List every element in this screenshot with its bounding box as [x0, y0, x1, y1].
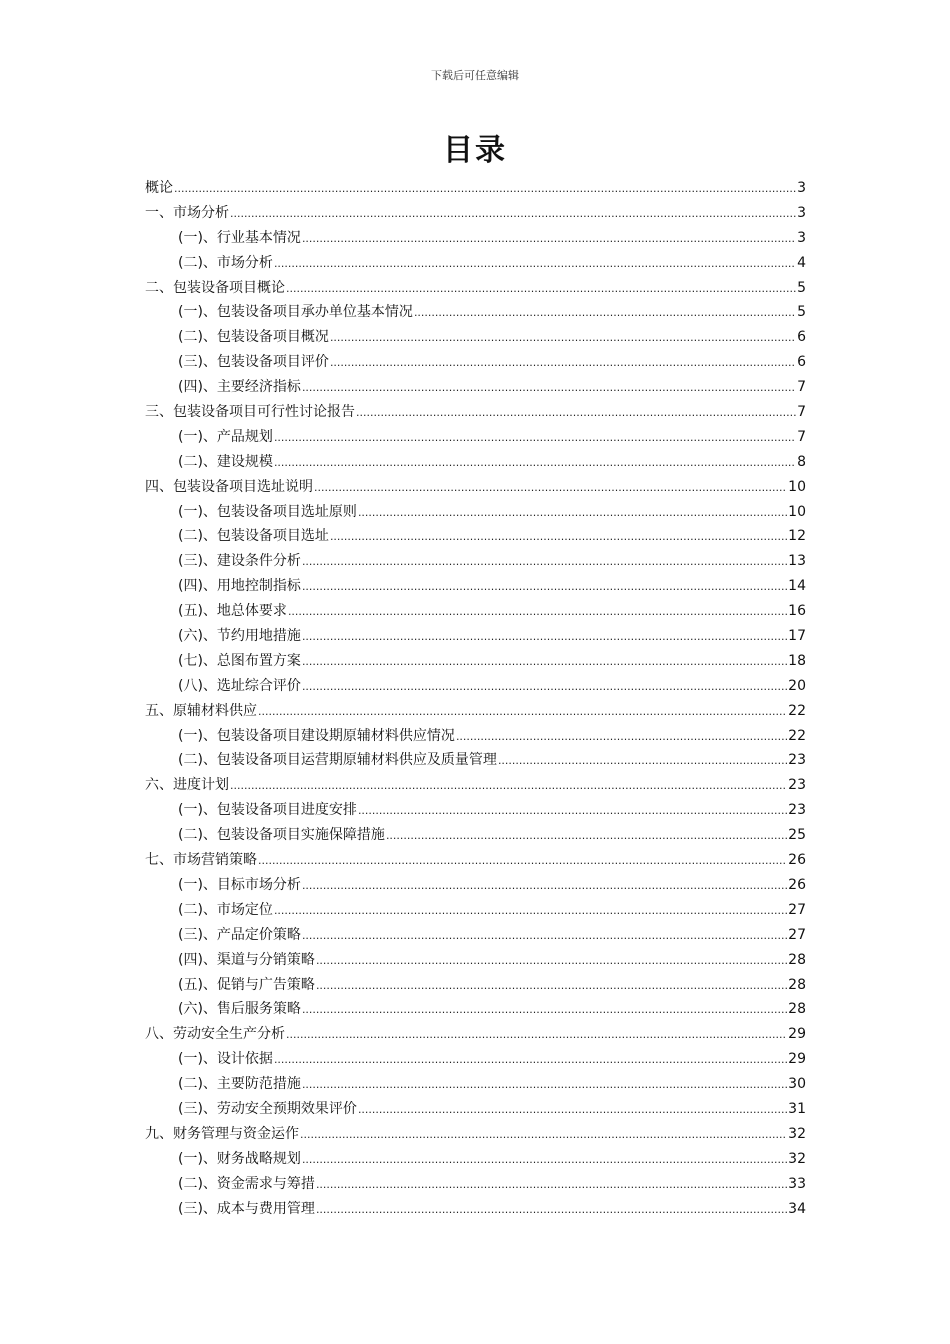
toc-entry-label: (二)、资金需求与筹措: [178, 1175, 315, 1192]
toc-dot-leader: [274, 426, 796, 451]
toc-entry-page-number: 26: [788, 852, 806, 869]
toc-dot-leader: [286, 1023, 787, 1048]
toc-entry[interactable]: [145, 1047, 806, 1072]
toc-entry-page-number: 12: [788, 528, 806, 545]
toc-entry[interactable]: [145, 674, 806, 699]
toc-dot-leader: [302, 650, 787, 675]
toc-entry-label: (六)、售后服务策略: [178, 1001, 301, 1018]
toc-dot-leader: [386, 824, 787, 849]
toc-entry-page-number: 25: [788, 827, 806, 844]
toc-entry-label: (八)、选址综合评价: [178, 677, 301, 694]
toc-entry-label: 七、市场营销策略: [145, 852, 257, 869]
toc-dot-leader: [274, 899, 787, 924]
toc-entry-page-number: 32: [788, 1150, 806, 1167]
toc-entry-label: (二)、建设规模: [178, 453, 273, 470]
toc-dot-leader: [230, 774, 787, 799]
toc-dot-leader: [302, 1148, 787, 1173]
toc-entry[interactable]: [145, 973, 806, 998]
toc-entry-page-number: 23: [788, 752, 806, 769]
toc-entry-label: (四)、渠道与分销策略: [178, 951, 315, 968]
toc-entry[interactable]: [145, 923, 806, 948]
toc-entry-label: (五)、促销与广告策略: [178, 976, 315, 993]
toc-entry[interactable]: [145, 1122, 806, 1147]
toc-dot-leader: [302, 924, 787, 949]
toc-entry-page-number: 22: [788, 727, 806, 744]
toc-dot-leader: [316, 1173, 787, 1198]
toc-entry[interactable]: [145, 325, 806, 350]
toc-dot-leader: [358, 1098, 787, 1123]
toc-entry-label: (四)、主要经济指标: [178, 379, 301, 396]
toc-entry-page-number: 6: [797, 354, 806, 371]
toc-entry[interactable]: [145, 251, 806, 276]
toc-entry-page-number: 7: [797, 428, 806, 445]
toc-entry[interactable]: [145, 948, 806, 973]
toc-dot-leader: [174, 177, 796, 202]
toc-entry-label: (五)、地总体要求: [178, 603, 287, 620]
toc-entry-label: 六、进度计划: [145, 777, 229, 794]
toc-entry[interactable]: [145, 1072, 806, 1097]
toc-entry-page-number: 27: [788, 926, 806, 943]
table-of-contents: [145, 176, 806, 1221]
toc-dot-leader: [302, 1073, 787, 1098]
toc-dot-leader: [316, 1198, 787, 1223]
toc-entry-page-number: 28: [788, 1001, 806, 1018]
toc-dot-leader: [302, 874, 787, 899]
toc-entry-label: 二、包装设备项目概论: [145, 279, 285, 296]
toc-entry-label: (二)、包装设备项目概况: [178, 329, 329, 346]
toc-entry[interactable]: [145, 574, 806, 599]
toc-entry-label: (一)、包装设备项目承办单位基本情况: [178, 304, 413, 321]
toc-entry[interactable]: [145, 276, 806, 301]
toc-entry-label: (一)、产品规划: [178, 428, 273, 445]
toc-dot-leader: [286, 277, 796, 302]
toc-entry-page-number: 17: [788, 628, 806, 645]
toc-entry[interactable]: [145, 1147, 806, 1172]
toc-dot-leader: [316, 974, 787, 999]
toc-entry-label: (一)、包装设备项目建设期原辅材料供应情况: [178, 727, 455, 744]
toc-dot-leader: [258, 700, 787, 725]
toc-entry[interactable]: [145, 375, 806, 400]
toc-entry[interactable]: [145, 848, 806, 873]
toc-entry-page-number: 6: [797, 329, 806, 346]
toc-entry-page-number: 20: [788, 677, 806, 694]
page-header-note: 下载后可任意编辑: [431, 69, 519, 82]
toc-entry-label: (二)、主要防范措施: [178, 1076, 301, 1093]
toc-entry-page-number: 31: [788, 1100, 806, 1117]
toc-entry-label: (一)、目标市场分析: [178, 876, 301, 893]
toc-dot-leader: [274, 451, 796, 476]
toc-entry-page-number: 5: [797, 304, 806, 321]
toc-entry-page-number: 7: [797, 379, 806, 396]
toc-entry-page-number: 3: [797, 204, 806, 221]
toc-entry-label: (二)、包装设备项目选址: [178, 528, 329, 545]
toc-entry[interactable]: [145, 450, 806, 475]
toc-dot-leader: [414, 301, 796, 326]
toc-entry-label: (三)、劳动安全预期效果评价: [178, 1100, 357, 1117]
toc-entry-label: 概论: [145, 180, 173, 196]
toc-dot-leader: [302, 998, 787, 1023]
toc-entry[interactable]: [145, 599, 806, 624]
toc-entry-page-number: 16: [788, 603, 806, 620]
toc-dot-leader: [330, 326, 796, 351]
toc-entry-page-number: 28: [788, 951, 806, 968]
toc-dot-leader: [258, 849, 787, 874]
toc-dot-leader: [302, 625, 787, 650]
toc-dot-leader: [358, 799, 787, 824]
toc-entry-page-number: 32: [788, 1125, 806, 1142]
toc-entry-label: (二)、市场定位: [178, 901, 273, 918]
toc-entry-label: 八、劳动安全生产分析: [145, 1026, 285, 1043]
toc-dot-leader: [456, 725, 787, 750]
toc-entry[interactable]: [145, 176, 806, 201]
toc-entry-label: 一、市场分析: [145, 204, 229, 221]
toc-dot-leader: [316, 949, 787, 974]
toc-entry[interactable]: [145, 873, 806, 898]
toc-dot-leader: [288, 600, 787, 625]
toc-entry[interactable]: [145, 724, 806, 749]
toc-entry[interactable]: [145, 475, 806, 500]
toc-entry-page-number: 5: [797, 279, 806, 296]
toc-entry-label: 四、包装设备项目选址说明: [145, 478, 313, 495]
toc-entry-page-number: 29: [788, 1051, 806, 1068]
toc-entry-label: (二)、市场分析: [178, 254, 273, 271]
toc-entry-label: (一)、行业基本情况: [178, 229, 301, 246]
toc-entry-page-number: 3: [797, 229, 806, 246]
toc-entry-page-number: 23: [788, 802, 806, 819]
toc-entry-label: (四)、用地控制指标: [178, 578, 301, 595]
toc-dot-leader: [302, 227, 796, 252]
toc-entry-page-number: 10: [788, 478, 806, 495]
toc-dot-leader: [302, 575, 787, 600]
toc-entry[interactable]: [145, 1197, 806, 1222]
toc-entry-page-number: 18: [788, 652, 806, 669]
toc-entry[interactable]: [145, 201, 806, 226]
toc-entry-label: (六)、节约用地措施: [178, 628, 301, 645]
toc-entry[interactable]: [145, 400, 806, 425]
toc-entry-label: (七)、总图布置方案: [178, 652, 301, 669]
toc-entry-page-number: 14: [788, 578, 806, 595]
toc-dot-leader: [356, 401, 796, 426]
toc-entry[interactable]: [145, 524, 806, 549]
toc-entry-page-number: 4: [797, 254, 806, 271]
toc-entry-page-number: 8: [797, 453, 806, 470]
toc-entry[interactable]: [145, 1022, 806, 1047]
toc-entry[interactable]: [145, 1097, 806, 1122]
toc-dot-leader: [358, 501, 787, 526]
toc-entry-page-number: 33: [788, 1175, 806, 1192]
toc-entry-label: (三)、建设条件分析: [178, 553, 301, 570]
toc-dot-leader: [302, 550, 787, 575]
toc-entry[interactable]: [145, 350, 806, 375]
toc-dot-leader: [302, 675, 787, 700]
toc-entry[interactable]: [145, 798, 806, 823]
toc-entry-label: (一)、包装设备项目进度安排: [178, 802, 357, 819]
toc-entry[interactable]: [145, 300, 806, 325]
toc-dot-leader: [314, 476, 787, 501]
toc-entry[interactable]: [145, 649, 806, 674]
toc-entry-label: (一)、设计依据: [178, 1051, 273, 1068]
toc-entry-page-number: 22: [788, 702, 806, 719]
toc-entry[interactable]: [145, 500, 806, 525]
toc-dot-leader: [274, 1048, 787, 1073]
toc-entry[interactable]: [145, 425, 806, 450]
toc-entry[interactable]: [145, 898, 806, 923]
toc-entry-page-number: 23: [788, 777, 806, 794]
toc-entry[interactable]: [145, 1172, 806, 1197]
toc-entry-label: (一)、财务战略规划: [178, 1150, 301, 1167]
toc-entry-page-number: 10: [788, 503, 806, 520]
toc-entry-page-number: 7: [797, 404, 806, 421]
toc-entry-page-number: 30: [788, 1076, 806, 1093]
toc-entry[interactable]: [145, 624, 806, 649]
toc-entry[interactable]: [145, 748, 806, 773]
toc-entry-page-number: 27: [788, 901, 806, 918]
toc-dot-leader: [300, 1123, 787, 1148]
toc-entry-page-number: 29: [788, 1026, 806, 1043]
toc-title: 目录: [443, 133, 507, 168]
toc-entry-label: (三)、成本与费用管理: [178, 1200, 315, 1217]
toc-entry-label: (二)、包装设备项目实施保障措施: [178, 827, 385, 844]
toc-entry-page-number: 13: [788, 553, 806, 570]
toc-dot-leader: [302, 376, 796, 401]
toc-entry-label: 九、财务管理与资金运作: [145, 1125, 299, 1142]
toc-entry[interactable]: [145, 823, 806, 848]
toc-entry-label: (三)、产品定价策略: [178, 926, 301, 943]
toc-entry-label: (一)、包装设备项目选址原则: [178, 503, 357, 520]
toc-entry-label: 五、原辅材料供应: [145, 702, 257, 719]
toc-dot-leader: [230, 202, 796, 227]
toc-entry[interactable]: [145, 699, 806, 724]
toc-dot-leader: [498, 749, 787, 774]
toc-entry-label: 三、包装设备项目可行性讨论报告: [145, 404, 355, 421]
toc-dot-leader: [330, 525, 787, 550]
toc-entry-page-number: 28: [788, 976, 806, 993]
toc-entry[interactable]: [145, 226, 806, 251]
toc-entry-label: (二)、包装设备项目运营期原辅材料供应及质量管理: [178, 752, 497, 769]
toc-entry-page-number: 26: [788, 876, 806, 893]
toc-dot-leader: [330, 351, 796, 376]
toc-entry[interactable]: [145, 773, 806, 798]
toc-entry[interactable]: [145, 997, 806, 1022]
toc-dot-leader: [274, 252, 796, 277]
toc-entry-label: (三)、包装设备项目评价: [178, 354, 329, 371]
toc-entry[interactable]: [145, 549, 806, 574]
toc-entry-page-number: 34: [788, 1200, 806, 1217]
toc-entry-page-number: 3: [797, 180, 806, 196]
